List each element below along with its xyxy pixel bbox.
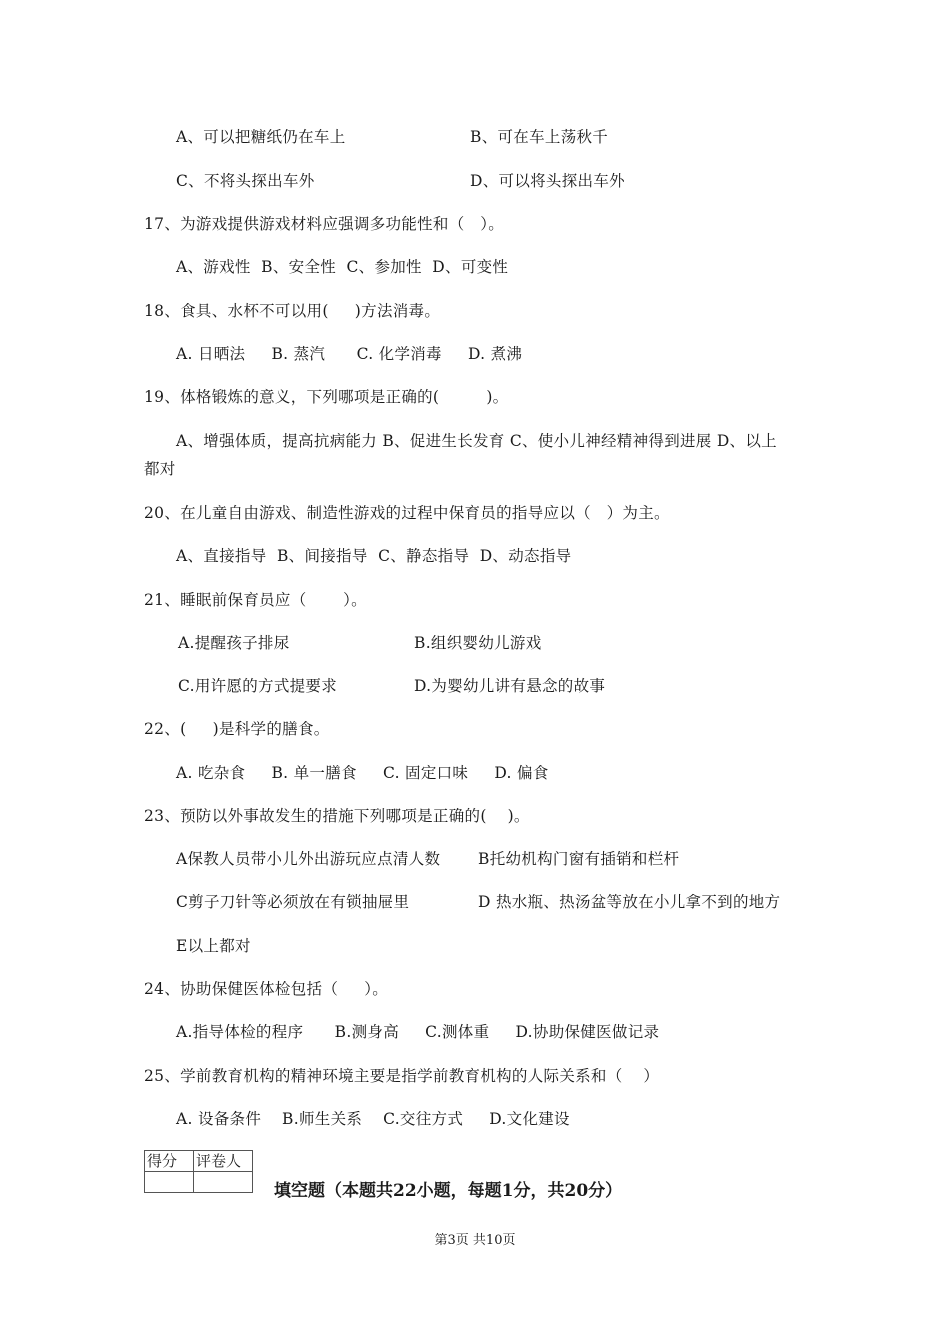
question-21-option-d: D.为婴幼儿讲有悬念的故事 [414, 677, 606, 695]
question-20-options: A、直接指导 B、间接指导 C、静态指导 D、动态指导 [176, 547, 572, 565]
question-23-option-a: A保教人员带小儿外出游玩应点清人数 [176, 850, 441, 868]
question-25-options: A. 设备条件 B.师生关系 C.交往方式 D.文化建设 [176, 1110, 570, 1128]
question-22-options: A. 吃杂食 B. 单一膳食 C. 固定口味 D. 偏食 [176, 764, 549, 782]
question-18-options: A. 日晒法 B. 蒸汽 C. 化学消毒 D. 煮沸 [176, 345, 523, 363]
grader-header: 评卷人 [194, 1151, 253, 1172]
line-16-option-a: A、可以把糖纸仍在车上 [176, 128, 346, 146]
question-18: 18、食具、水杯不可以用( )方法消毒。 [144, 302, 441, 320]
question-23-option-c: C剪子刀针等必须放在有锁抽屉里 [176, 893, 410, 911]
question-19-options-cont: 都对 [144, 460, 176, 478]
score-table [144, 1150, 253, 1193]
score-header: 得分 [145, 1151, 194, 1172]
section-title: 填空题（本题共22小题，每题1分，共20分） [274, 1181, 623, 1201]
question-17-options: A、游戏性 B、安全性 C、参加性 D、可变性 [176, 258, 509, 276]
question-24: 24、协助保健医体检包括（ ）。 [144, 980, 389, 998]
question-24-options: A.指导体检的程序 B.测身高 C.测体重 D.协助保健医做记录 [176, 1023, 660, 1041]
question-22: 22、( )是科学的膳食。 [144, 720, 330, 738]
page-footer: 第3页 共10页 [434, 1233, 516, 1248]
question-23-option-d: D 热水瓶、热汤盆等放在小儿拿不到的地方 [478, 893, 781, 911]
question-17: 17、为游戏提供游戏材料应强调多功能性和（ ）。 [144, 215, 505, 233]
question-21-option-a: A.提醒孩子排尿 [178, 634, 290, 652]
question-23-option-e: E以上都对 [176, 937, 251, 955]
question-25: 25、学前教育机构的精神环境主要是指学前教育机构的人际关系和（ ） [144, 1067, 660, 1085]
question-23-option-b: B托幼机构门窗有插销和栏杆 [478, 850, 680, 868]
question-21-option-c: C.用许愿的方式提要求 [178, 677, 338, 695]
line-16-option-c: C、不将头探出车外 [176, 172, 315, 190]
question-21: 21、睡眠前保育员应（ ）。 [144, 591, 367, 609]
score-cell[interactable] [145, 1172, 194, 1193]
question-19: 19、体格锻炼的意义，下列哪项是正确的( )。 [144, 388, 509, 406]
line-16-option-b: B、可在车上荡秋千 [470, 128, 609, 146]
question-20: 20、在儿童自由游戏、制造性游戏的过程中保育员的指导应以（ ）为主。 [144, 504, 670, 522]
question-21-option-b: B.组织婴幼儿游戏 [414, 634, 542, 652]
line-16-option-d: D、可以将头探出车外 [470, 172, 625, 190]
question-19-options: A、增强体质，提高抗病能力 B、促进生长发育 C、使小儿神经精神得到进展 D、以上 [176, 432, 777, 450]
grader-cell[interactable] [194, 1172, 253, 1193]
question-23: 23、预防以外事故发生的措施下列哪项是正确的( )。 [144, 807, 530, 825]
